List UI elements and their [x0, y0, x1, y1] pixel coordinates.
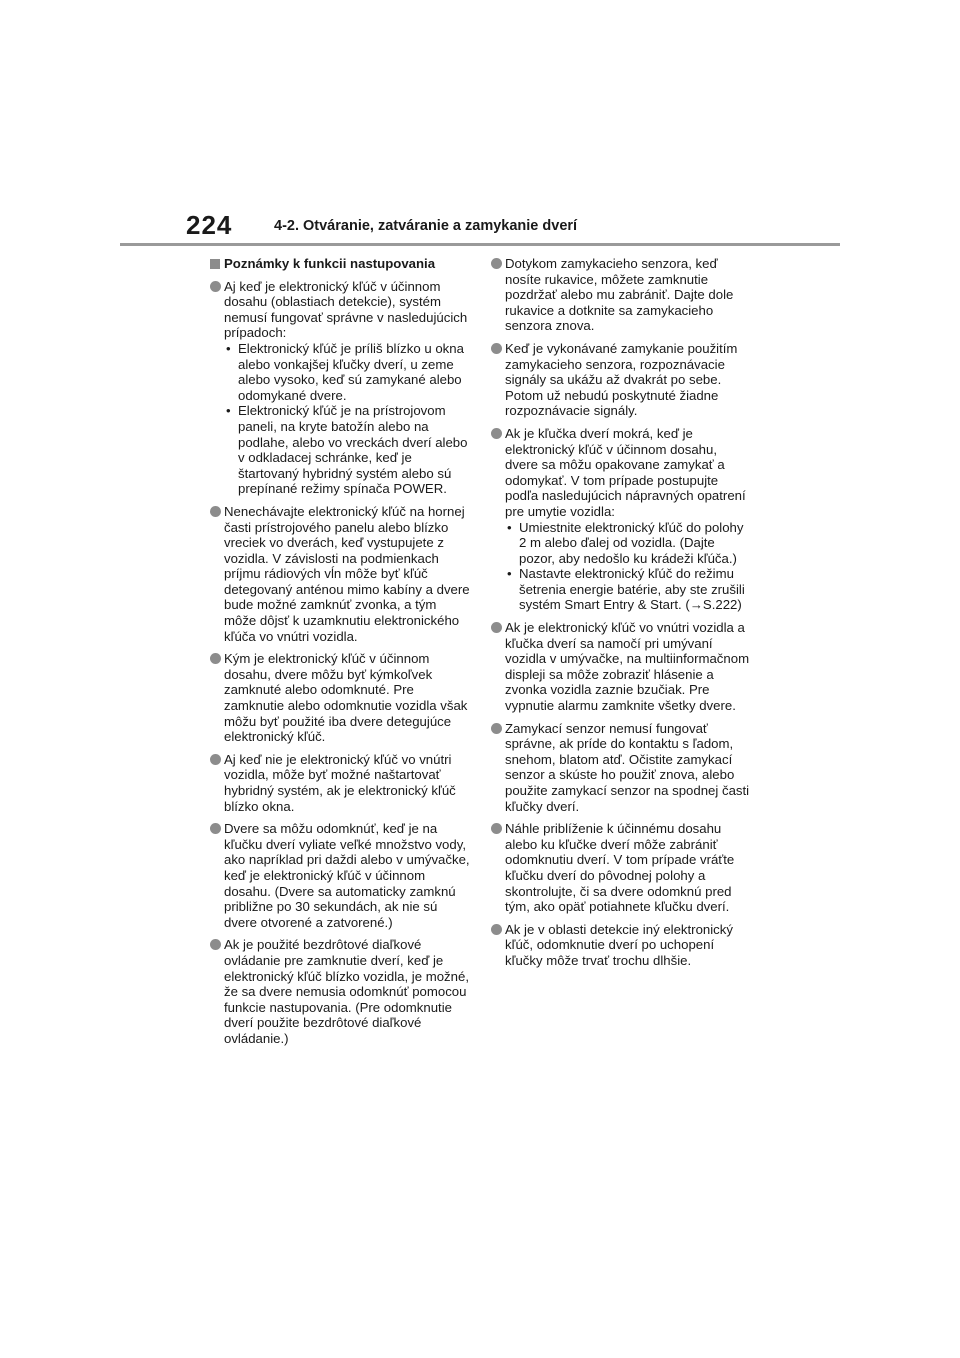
- list-item-text: Kým je elektronický kľúč v účinnom dosahu, dvere môžu byť kýmkoľvek zamknuté alebo odomknuté. Pre zamknutie alebo odomknutie vozidla však môžu byť použité iba dvere detegujúce elektronický kľúč.: [224, 651, 468, 745]
- small-bullet-icon: •: [507, 519, 512, 535]
- sub-list-item: [505, 566, 753, 613]
- header-rule: [120, 243, 840, 246]
- list-item: [491, 922, 753, 969]
- list-item-text: Ak je kľučka dverí mokrá, keď je elektronický kľúč v účinnom dosahu, dvere sa môžu opakovane zamykať a odomykať. V tom prípade postupujte podľa nasledujúcich nápravných opatrení pre umytie vozidla:: [505, 425, 746, 519]
- circle-bullet-icon: [491, 258, 502, 269]
- list-item-text: Náhle priblíženie k účinnému dosahu alebo ku kľučke dverí môže zabrániť odomknutiu dverí. V tom prípade vráťte kľučku dverí do pôvodnej polohy a skontrolujte, či sa dvere odomknú pred tým, ako opäť potiahnete kľučku dverí.: [505, 821, 735, 915]
- list-item-text: Dotykom zamykacieho senzora, keď nosíte rukavice, môžete zamknutie pozdržať alebo mu zabrániť. Dajte dole rukavice a dotknite sa zamykacieho senzora znova.: [505, 256, 734, 334]
- list-item: [210, 821, 472, 930]
- square-bullet-icon: [210, 259, 220, 269]
- list-item-text: Aj keď je elektronický kľúč v účinnom dosahu (oblastiach detekcie), systém nemusí fungovať správne v nasledujúcich prípadoch:: [224, 278, 468, 341]
- list-item: [491, 721, 753, 815]
- list-item-text: Keď je vykonávané zamykanie použitím zamykacieho senzora, rozpoznávacie signály sa ukážu až dvakrát po sebe. Potom už nebudú poskytnuté žiadne rozpoznávacie signály.: [505, 340, 738, 419]
- left-column: [210, 256, 472, 1054]
- circle-bullet-icon: [491, 723, 502, 734]
- left-items: [210, 279, 472, 1047]
- list-item: [210, 651, 472, 745]
- circle-bullet-icon: [491, 343, 502, 354]
- chapter-title: 4-2. Otváranie, zatváranie a zamykanie dverí: [274, 218, 578, 234]
- small-bullet-icon: •: [226, 340, 231, 356]
- circle-bullet-icon: [491, 924, 502, 935]
- list-item: [491, 341, 753, 419]
- list-item: [491, 821, 753, 915]
- circle-bullet-icon: [210, 754, 221, 765]
- circle-bullet-icon: [491, 428, 502, 439]
- list-item-text: Ak je elektronický kľúč vo vnútri vozidla a kľučka dverí sa namočí pri umývaní vozidla v umývačke, na multiinformačnom displeji sa môže zobraziť hlásenie a zvonka vozidla zaznie bzučiak. Pre vypnutie alarmu zamknite všetky dvere.: [505, 620, 750, 714]
- circle-bullet-icon: [491, 622, 502, 633]
- list-item-text: Ak je v oblasti detekcie iný elektronický kľúč, odomknutie dverí po uchopení kľučky môže trvať trochu dlhšie.: [505, 921, 733, 968]
- sub-list-item: [224, 341, 472, 403]
- list-item: [210, 504, 472, 644]
- circle-bullet-icon: [210, 939, 221, 950]
- sub-list-item-text: Umiestnite elektronický kľúč do polohy 2 m alebo ďalej od vozidla. (Dajte pozor, aby nedošlo ku krádeži kľúča.): [519, 519, 744, 566]
- list-item: [210, 752, 472, 814]
- section-heading: [210, 256, 472, 272]
- list-item: [210, 937, 472, 1046]
- small-bullet-icon: •: [507, 566, 512, 582]
- circle-bullet-icon: [210, 653, 221, 664]
- sub-list-item-text: Elektronický kľúč je príliš blízko u okna alebo vonkajšej kľučky dverí, u zeme alebo vysoko, keď sú zamykané alebo odomykané dvere.: [238, 340, 464, 403]
- list-item-text: Zamykací senzor nemusí fungovať správne, ak príde do kontaktu s ľadom, snehom, blatom atď. Očistite zamykací senzor a skúste ho použiť znova, alebo použite zamykací senzor na spodnej časti kľučky dverí.: [505, 720, 750, 814]
- list-item-text: Aj keď nie je elektronický kľúč vo vnútri vozidla, môže byť možné naštartovať hybridný systém, ak je elektronický kľúč blízko okna.: [224, 751, 456, 814]
- sub-list-item: [224, 403, 472, 497]
- list-item-text: Nenechávajte elektronický kľúč na hornej časti prístrojového panelu alebo blízko vreciek vo dverách, keď vystupujete z vozidla. V závislosti na podmienkach príjmu rádiových vĺn môže byť kľúč detegovaný anténou mimo kabíny a dvere bude možné zamknúť zvonka, a tým môže dôjsť k uzamknutiu elektronického kľúča vo vnútri vozidla.: [224, 503, 470, 644]
- page-number: 224: [186, 210, 233, 240]
- list-item: [491, 256, 753, 334]
- small-bullet-icon: •: [226, 403, 231, 419]
- sub-list-item-text: Elektronický kľúč je na prístrojovom paneli, na kryte batožín alebo na podlahe, alebo vo vreckách dverí alebo v odkladacej schránke, keď je štartovaný hybridný systém alebo sú prepínané režimy spínača POWER.: [238, 403, 468, 497]
- circle-bullet-icon: [210, 281, 221, 292]
- right-column: [491, 256, 753, 976]
- sub-list-item: [505, 520, 753, 567]
- list-item: [210, 279, 472, 497]
- list-item-text: Ak je použité bezdrôtové diaľkové ovládanie pre zamknutie dverí, keď je elektronický kľúč blízko vozidla, je možné, že sa dvere nemusia odomknúť pomocou funkcie nastupovania. (Pre odomknutie dverí použite bezdrôtové diaľkové ovládanie.): [224, 937, 469, 1046]
- list-item: [491, 620, 753, 714]
- sub-list-item-text: Nastavte elektronický kľúč do režimu šetrenia energie batérie, aby ste zrušili systém Smart Entry & Start. (→S.222): [519, 566, 745, 613]
- section-heading-text: Poznámky k funkcii nastupovania: [224, 256, 436, 271]
- list-item: [491, 426, 753, 613]
- circle-bullet-icon: [210, 823, 221, 834]
- circle-bullet-icon: [210, 506, 221, 517]
- list-item-text: Dvere sa môžu odomknúť, keď je na kľučku dverí vyliate veľké množstvo vody, ako napríklad pri daždi alebo v umývačke, keď je elektronický kľúč v účinnom dosahu. (Dvere sa automaticky zamknú približne po 30 sekundách, ak nie sú dvere otvorené a zatvorené.): [224, 821, 470, 930]
- circle-bullet-icon: [491, 823, 502, 834]
- right-items: [491, 256, 753, 969]
